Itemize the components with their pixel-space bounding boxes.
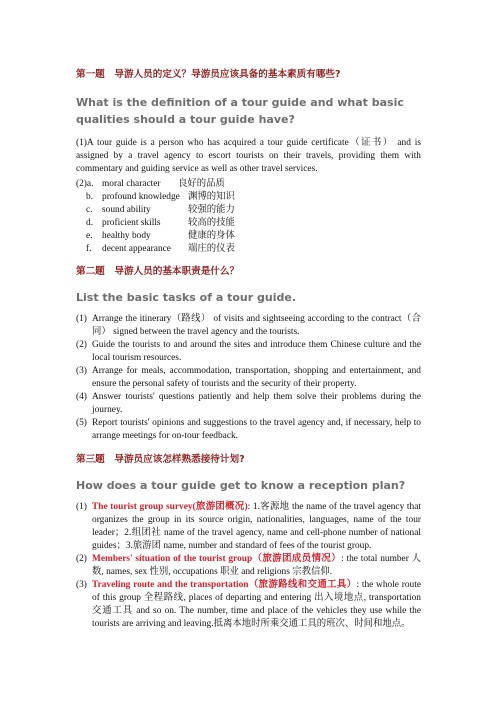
list-item — [76, 579, 421, 631]
quality-letter: c. — [86, 205, 93, 215]
list-item — [76, 417, 421, 443]
quality-cn: 较高的技能 — [188, 218, 235, 228]
quality-letter: e. — [86, 231, 93, 241]
quality-row — [86, 230, 235, 243]
quality-row — [86, 191, 235, 204]
q2-heading-en: List the basic tasks of a tour guide. — [76, 291, 296, 304]
quality-en: healthy body — [102, 231, 151, 241]
quality-row — [76, 178, 225, 191]
q1-heading-en: What is the definition of a tour guide and what basic qualities should a tour guide have? — [76, 96, 404, 126]
quality-en: proficient skills — [102, 218, 161, 228]
quality-cn: 渊博的知识 — [188, 192, 235, 202]
list-item-text: Arrange the itinerary（路线） of visits and sightseeing according to the contract（合同） signed between the travel agency and the tourists. — [92, 314, 421, 337]
q3-heading-en: How does a tour guide get to know a reception plan? — [76, 479, 406, 492]
list-item — [76, 339, 421, 365]
list-item — [76, 553, 421, 579]
list-item-number: (5) — [76, 418, 87, 428]
q1-definition: (1)A tour guide is a person who has acquired a tour guide certificate（证书） and is assigned by a travel agency to escort tourists on their travels, providing them with commentary and guiding service as well as other travel services. — [76, 138, 421, 174]
list-item-number: (1) — [76, 502, 87, 512]
quality-row — [86, 243, 235, 256]
quality-en: decent appearance — [102, 244, 171, 254]
list-item-text: : 1.客源地 the name of the travel agency that organizes the group in its source origin, nationalities, languages, name of the tour leader；2.组团社 name of the travel agency, name and cell-phone number of national guides；3.旅游团 name, number and standard of fees of the tourist group. — [92, 502, 421, 551]
quality-letter: (2)a. — [76, 179, 94, 189]
list-item — [76, 391, 421, 417]
quality-en: sound ability — [102, 205, 151, 215]
q2-title-cn: 第二题 导游人员的基本职责是什么？ — [76, 266, 240, 277]
list-item — [76, 313, 421, 339]
list-item-text: : the whole route of this group 全程路线, places of departing and entering 出入境地点, transportation 交通工具 and so on. The number, time and place of the vehicles they use while the tourists are arriving and leaving.抵离本地时所乘交通工具的班次、时间和地点。 — [92, 580, 421, 629]
list-item — [76, 501, 421, 553]
list-item-text: Answer tourists' questions patiently and help them solve their problems during the journey. — [92, 392, 421, 415]
list-item-number: (2) — [76, 340, 87, 350]
q1-title-cn: 第一题 导游人员的定义？导游员应该具备的基本素质有哪些? — [76, 69, 341, 80]
list-item-number: (4) — [76, 392, 87, 402]
list-item-text: Arrange for meals, accommodation, transportation, shopping and entertainment, and ensure the personal safety of tourists and the security of their property. — [92, 366, 421, 389]
quality-row — [86, 204, 235, 217]
list-item-text: Guide the tourists to and around the sites and introduce them Chinese culture and the local tourism resources. — [92, 340, 421, 363]
quality-cn: 健康的身体 — [188, 231, 235, 241]
quality-cn: 端庄的仪表 — [188, 244, 235, 254]
quality-letter: b. — [86, 192, 94, 202]
list-item-number: (1) — [76, 314, 87, 324]
quality-en: profound knowledge — [102, 192, 180, 202]
list-item-text: Report tourists' opinions and suggestions to the travel agency and, if necessary, help to arrange meetings for on-tour feedback. — [92, 418, 421, 441]
list-item-label: Members' situation of the tourist group（旅游团成员情况） — [92, 554, 342, 564]
quality-row — [86, 217, 235, 230]
quality-cn: 较强的能力 — [188, 205, 235, 215]
q3-title-cn: 第三题 导游员应该怎样熟悉接待计划? — [76, 454, 245, 465]
q2-task-list — [76, 313, 421, 443]
list-item — [76, 365, 421, 391]
list-item-label: Traveling route and the transportation（旅游路线和交通工具） — [92, 580, 357, 590]
q3-plan-list — [76, 501, 421, 631]
list-item-number: (2) — [76, 554, 87, 564]
quality-letter: f. — [86, 244, 92, 254]
list-item-number: (3) — [76, 366, 87, 376]
list-item-text: : the total number 人数, names, sex 性别, occupations 职业 and religions 宗教信仰. — [92, 554, 421, 577]
quality-en: moral character — [102, 179, 161, 189]
list-item-label: The tourist group survey(旅游团概况) — [92, 502, 248, 512]
quality-letter: d. — [86, 218, 94, 228]
list-item-number: (3) — [76, 580, 87, 590]
quality-cn: 良好的品质 — [178, 179, 225, 189]
